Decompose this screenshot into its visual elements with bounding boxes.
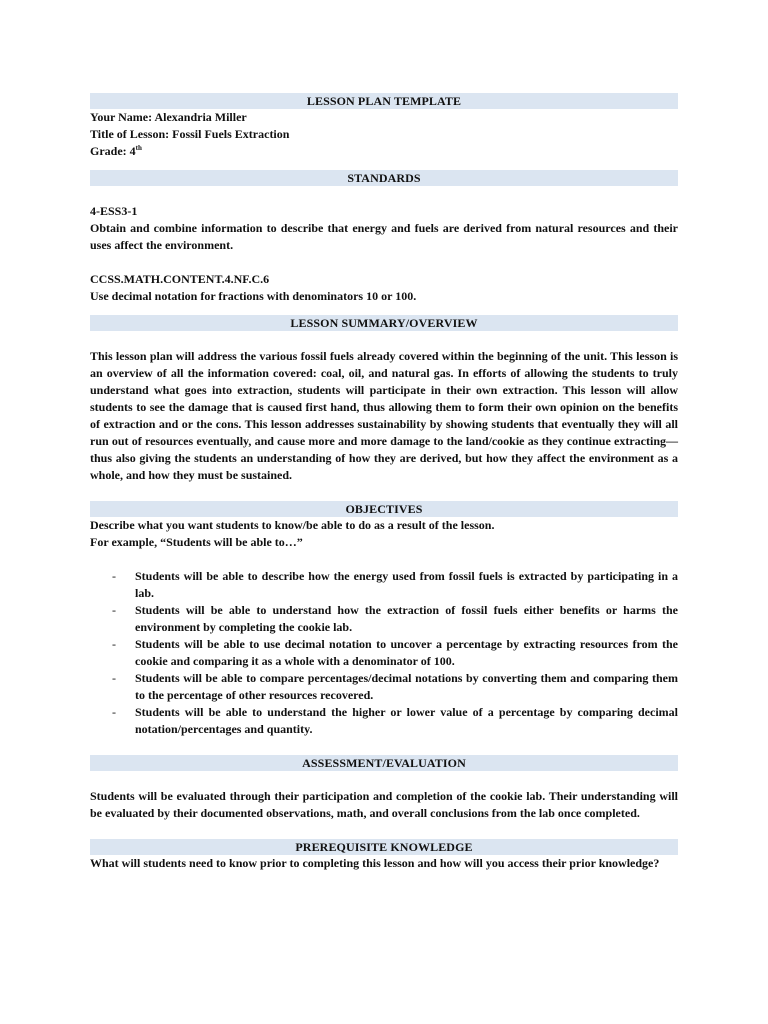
- standard-code-science: 4-ESS3-1: [90, 204, 138, 218]
- objective-text: Students will be able to describe how the energy used from fossil fuels is extracted by participating in a lab.: [135, 569, 678, 600]
- list-item: [90, 704, 678, 738]
- list-item: [90, 568, 678, 602]
- grade-line: [90, 143, 678, 160]
- objective-text: Students will be able to understand the higher or lower value of a percentage by comparing decimal notation/percentages and quantity.: [135, 705, 678, 736]
- prerequisite-text: What will students need to know prior to completing this lesson and how will you access their prior knowledge?: [90, 856, 660, 870]
- prerequisite-heading: PREREQUISITE KNOWLEDGE: [90, 839, 678, 855]
- objectives-intro: Describe what you want students to know/be able to do as a result of the lesson.: [90, 518, 495, 532]
- bullet-dash: -: [112, 705, 116, 719]
- lesson-plan-title: LESSON PLAN TEMPLATE: [90, 93, 678, 109]
- teacher-name: Your Name: Alexandria Miller: [90, 110, 247, 124]
- bullet-dash: -: [112, 569, 116, 583]
- standard-code-math: CCSS.MATH.CONTENT.4.NF.C.6: [90, 272, 270, 286]
- objectives-example: For example, “Students will be able to…”: [90, 535, 303, 549]
- list-item: [90, 602, 678, 636]
- objectives-heading: OBJECTIVES: [90, 501, 678, 517]
- bullet-dash: -: [112, 603, 116, 617]
- grade-value: Grade: 4: [90, 144, 136, 158]
- lesson-title: Title of Lesson: Fossil Fuels Extraction: [90, 127, 290, 141]
- summary-text: This lesson plan will address the various fossil fuels already covered within the beginning of the unit. This lesson is an overview of all the information covered: coal, oil, and natural gas. In efforts of allowing the students to truly understand what goes into extraction, students will participate in their own extraction. This lesson will allow students to see the damage that is caused first hand, thus allowing them to form their own opinion on the benefits of extraction and or the cons. This lesson addresses sustainability by showing students that eventually they will all run out of resources eventually, and cause more and more damage to the land/cookie as they continue extracting—thus also giving the students an understanding of how they are derived, but how they affect the environment as a whole, and how they must be sustained.: [90, 349, 678, 482]
- standard-text-math: Use decimal notation for fractions with denominators 10 or 100.: [90, 289, 417, 303]
- objectives-list: [90, 568, 678, 738]
- bullet-dash: -: [112, 637, 116, 651]
- list-item: [90, 670, 678, 704]
- bullet-dash: -: [112, 671, 116, 685]
- assessment-heading: ASSESSMENT/EVALUATION: [90, 755, 678, 771]
- list-item: [90, 636, 678, 670]
- objective-text: Students will be able to use decimal notation to uncover a percentage by extracting resources from the cookie and comparing it as a whole with a denominator of 100.: [135, 637, 678, 668]
- objective-text: Students will be able to compare percentages/decimal notations by converting them and comparing them to the percentage of other resources recovered.: [135, 671, 678, 702]
- objective-text: Students will be able to understand how the extraction of fossil fuels either benefits or harms the environment by completing the cookie lab.: [135, 603, 678, 634]
- grade-ordinal-suffix: th: [135, 144, 142, 152]
- summary-heading: LESSON SUMMARY/OVERVIEW: [90, 315, 678, 331]
- standards-heading: STANDARDS: [90, 170, 678, 186]
- lesson-plan-document: [90, 93, 678, 872]
- standard-text-science: Obtain and combine information to describe that energy and fuels are derived from natural resources and their uses affect the environment.: [90, 221, 678, 252]
- assessment-text: Students will be evaluated through their participation and completion of the cookie lab. Their understanding will be evaluated by their documented observations, math, and overall conclusions from the lab once completed.: [90, 789, 678, 820]
